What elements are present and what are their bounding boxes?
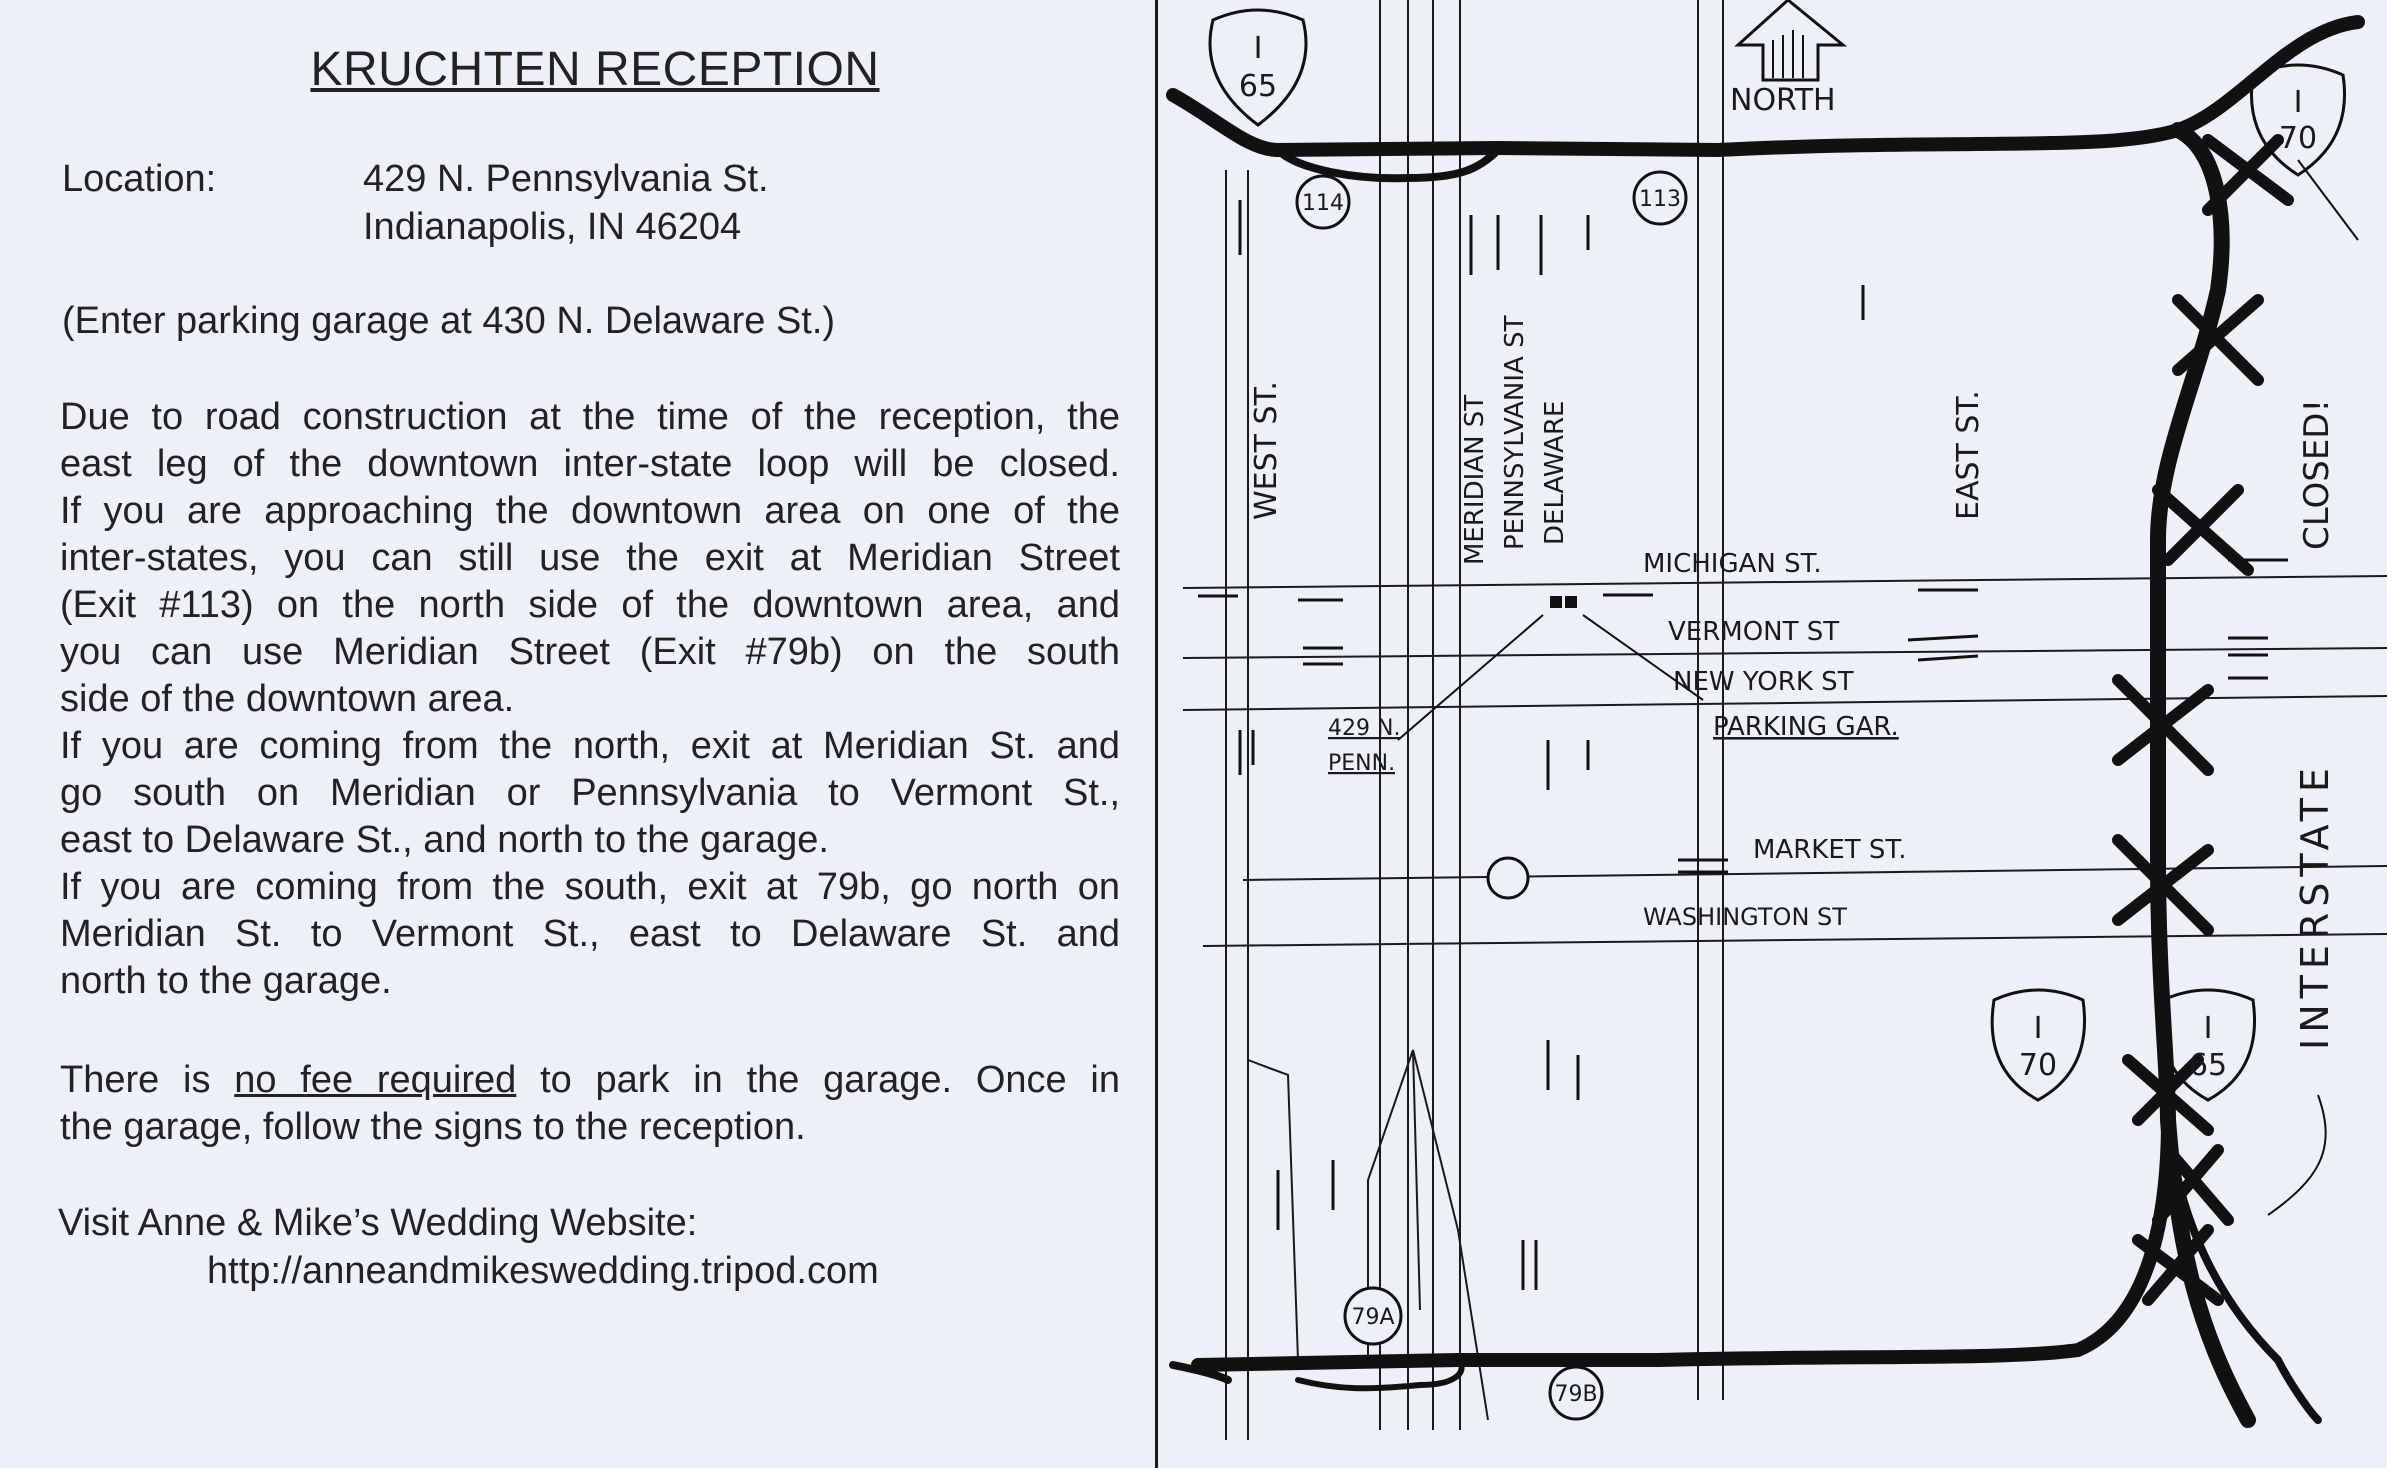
one-way-arrows [1198,200,2288,1290]
construction-paragraph [60,394,1120,1005]
meridian-street-label: MERIDIAN ST [1460,394,1490,565]
south-directions-line: north to the garage. [60,960,392,1002]
new-york-street-label: NEW YORK ST [1673,667,1854,697]
no-fee-emphasis: no fee required [234,1059,517,1101]
downtown-map [1158,0,2387,1468]
address-line-2: Indianapolis, IN 46204 [363,206,742,248]
construction-line: east leg of the downtown inter-state loop will be closed. [60,443,1120,485]
pennsylvania-street-label: PENNSYLVANIA ST [1500,315,1530,550]
fee-line-1 [60,1057,1120,1104]
page-title: KRUCHTEN RECEPTION [310,43,880,96]
shield-number: 65 [2188,1048,2228,1083]
i65-shield-icon [1210,10,1306,125]
construction-line: you can use Meridian Street (Exit #79b) on the south [60,631,1120,673]
address-line-1: 429 N. Pennsylvania St. [363,158,769,200]
washington-street-label: WASHINGTON ST [1643,903,1847,931]
west-street-label: WEST ST. [1249,381,1284,520]
exit-113-label: 113 [1639,187,1681,212]
delaware-street-label: DELAWARE [1540,400,1570,545]
shield-number: 65 [1238,69,1278,104]
fee-line-2: the garage, follow the signs to the reception. [60,1106,806,1148]
website-label: Visit Anne & Mike’s Wedding Website: [58,1202,698,1244]
north-label: NORTH [1730,83,1836,118]
website-url[interactable]: http://anneandmikeswedding.tripod.com [207,1250,879,1292]
shield-number: I [1253,31,1263,66]
market-street-label: MARKET ST. [1753,835,1907,865]
shield-number: I [2203,1011,2213,1046]
closed-label: CLOSED! [2297,398,2337,550]
exit-markers [1297,172,1686,1419]
exit-79a-label: 79A [1351,1305,1395,1330]
shield-number: 70 [2278,121,2318,156]
north-directions-line: east to Delaware St., and north to the garage. [60,819,829,861]
parking-note: (Enter parking garage at 430 N. Delaware St.) [62,300,836,342]
north-arrow-icon [1738,0,1843,80]
construction-line: inter-states, you can still use the exit at Meridian Street [60,537,1120,579]
closure-x-marks [2118,140,2288,1300]
interstate-label: INTERSTATE [2293,762,2337,1050]
north-directions-line: If you are coming from the north, exit at Meridian St. and [60,725,1120,767]
fee-text: There is [60,1059,235,1101]
invitation-text-panel [0,0,1155,1468]
construction-line: side of the downtown area. [60,678,515,720]
address-callout-label: 429 N. [1328,716,1401,741]
vermont-street-label: VERMONT ST [1668,617,1840,647]
parking-fee-paragraph [60,1057,1120,1151]
location-label: Location: [62,158,217,200]
parking-garage-label: PARKING GAR. [1713,712,1899,742]
shield-number: 70 [2018,1048,2058,1083]
construction-line: Due to road construction at the time of the reception, the [60,396,1120,438]
michigan-street-label: MICHIGAN ST. [1643,549,1822,579]
parking-garage-marker [1565,596,1577,608]
shield-number: I [2293,85,2303,120]
exit-79b-label: 79B [1554,1382,1598,1407]
north-directions-line: go south on Meridian or Pennsylvania to Vermont St., [60,772,1120,814]
construction-line: (Exit #113) on the north side of the downtown area, and [60,584,1120,626]
shield-number: I [2033,1011,2043,1046]
address-callout-label: PENN. [1328,751,1396,776]
south-directions-line: If you are coming from the south, exit at 79b, go north on [60,866,1120,908]
east-street-label: EAST ST. [1951,390,1986,520]
exit-114-label: 114 [1302,191,1344,216]
south-directions-line: Meridian St. to Vermont St., east to Delaware St. and [60,913,1120,955]
construction-line: If you are approaching the downtown area on one of the [60,490,1120,532]
reception-marker [1550,596,1562,608]
fee-text: to park in the garage. Once in [516,1059,1120,1101]
